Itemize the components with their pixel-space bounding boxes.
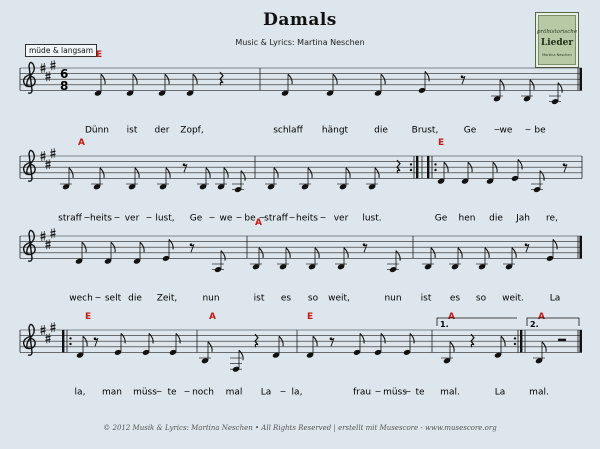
repeat-dot (410, 163, 412, 165)
sharp-icon (51, 228, 56, 238)
lyric-syllable: müss (133, 387, 157, 398)
repeat-dot (514, 343, 516, 345)
lyric-syllable: te (415, 387, 425, 398)
note-flag (121, 333, 125, 343)
logo-line-3: Martina Neschen (542, 53, 572, 57)
lyric-syllable: ist (126, 125, 138, 136)
lyric-syllable: mal. (529, 387, 549, 398)
lyric-syllable: heits (90, 213, 112, 224)
note-flag (241, 171, 245, 181)
eighth-rest-icon (363, 243, 367, 252)
final-barline-thick (580, 330, 583, 352)
lyric-syllable: Jah (516, 213, 530, 224)
eighth-rest-icon (94, 337, 98, 346)
lyric-syllable: la, (74, 387, 86, 398)
sharp-icon (46, 159, 51, 169)
lyric-syllable: hen (458, 213, 476, 224)
lyric-syllable: te (167, 387, 177, 398)
chord-label: A (209, 312, 216, 322)
volta-label-1: 1. (440, 320, 449, 329)
lyric-syllable: die (374, 125, 388, 136)
staff-system-1 (20, 50, 582, 135)
time-signature-denominator: 8 (60, 78, 69, 93)
chord-label: E (438, 138, 445, 148)
sharp-icon (51, 60, 56, 70)
quarter-rest-icon (220, 72, 223, 85)
note-flag (239, 350, 243, 360)
copyright-footer: © 2012 Musik & Lyrics: Martina Neschen • All Rights Reserved | erstellt mit Musescore - www.musescore.org (103, 424, 497, 432)
lyric-syllable: Dünn (84, 125, 110, 136)
final-barline-thick (580, 236, 583, 258)
lyric-syllable: noch (192, 387, 214, 398)
note-flag (221, 251, 225, 261)
lyric-syllable: die (489, 213, 503, 224)
lyric-syllable: ist (420, 293, 432, 304)
repeat-start-thick (62, 330, 64, 352)
lyric-syllable: selt (104, 293, 122, 304)
eighth-rest-icon (330, 337, 334, 346)
final-barline-thick (580, 68, 583, 90)
repeat-dot (69, 343, 71, 345)
staff-system-3 (20, 218, 582, 303)
lyric-syllable: Ge (434, 213, 448, 224)
note-flag (518, 159, 522, 169)
eighth-rest-icon (563, 163, 567, 172)
repeat-dot (410, 169, 412, 171)
note-flag (553, 239, 557, 249)
treble-clef-icon (24, 324, 35, 355)
sharp-icon (51, 322, 56, 332)
lyric-syllable: es (449, 293, 461, 304)
lyric-syllable: Brust, (411, 125, 439, 136)
eighth-rest-icon (183, 163, 187, 172)
sharp-icon (46, 239, 51, 249)
lyric-syllable: be (534, 125, 546, 136)
eighth-rest-icon (190, 243, 194, 252)
lyric-syllable: we (219, 213, 233, 224)
repeat-start-thick (427, 156, 429, 178)
sharp-icon (46, 333, 51, 343)
song-title: Damals (263, 10, 337, 30)
lyric-syllable: frau (352, 387, 372, 398)
note-flag (410, 333, 414, 343)
repeat-end-thick (520, 330, 522, 352)
lyric-syllable: La (549, 293, 561, 304)
treble-clef-icon (24, 230, 35, 261)
lyric-syllable: müss (383, 387, 407, 398)
lyric-syllable: schlaff (273, 125, 303, 136)
lyric-syllable: mal. (440, 387, 460, 398)
treble-clef-icon (24, 62, 35, 93)
lyric-syllable: La (494, 387, 506, 398)
lyric-syllable: lust. (362, 213, 382, 224)
sharp-icon (51, 148, 56, 158)
sharp-icon (46, 71, 51, 81)
chord-label: E (96, 50, 103, 60)
chord-label: E (85, 312, 92, 322)
staff-system-4 (20, 312, 582, 397)
lyric-syllable: nun (202, 293, 220, 304)
logo-line-1: prähistorische (536, 29, 578, 35)
chord-label: A (538, 312, 545, 322)
time-signature-numerator: 6 (60, 67, 69, 82)
lyric-syllable: die (128, 293, 142, 304)
chord-label: A (255, 218, 262, 228)
note-flag (169, 239, 173, 249)
note-flag (149, 333, 153, 343)
lyric-syllable: straff (58, 213, 82, 224)
whole-rest-icon (558, 339, 566, 342)
lyric-syllable: Ge (463, 125, 477, 136)
eighth-rest-icon (461, 75, 465, 84)
repeat-dot (69, 337, 71, 339)
lyric-syllable: Ge (189, 213, 203, 224)
lyric-syllable: la, (291, 387, 303, 398)
treble-clef-icon (24, 150, 35, 181)
lyric-syllable: so (475, 293, 487, 304)
lyric-syllable: man (102, 387, 122, 398)
volta-label-2: 2. (530, 320, 539, 329)
tempo-marking: müde & langsam (25, 44, 97, 57)
quarter-rest-icon (255, 334, 258, 347)
lyric-syllable: mal (225, 387, 243, 398)
note-flag (360, 333, 364, 343)
note-flag (381, 333, 385, 343)
lyric-syllable: we (499, 125, 513, 136)
eighth-rest-icon (525, 243, 529, 252)
repeat-dot (434, 169, 436, 171)
lyric-syllable: straff (264, 213, 288, 224)
lyric-syllable: so (307, 293, 319, 304)
note-flag (396, 251, 400, 261)
staff-system-2 (20, 138, 582, 223)
lyric-syllable: weit, (328, 293, 350, 304)
lyric-syllable: ver (333, 213, 349, 224)
quarter-rest-icon (471, 334, 474, 347)
quarter-rest-icon (397, 160, 400, 173)
repeat-end-thick (416, 156, 418, 178)
lyric-syllable: der (154, 125, 170, 136)
lyric-syllable: hängt (321, 125, 349, 136)
lyric-syllable: nun (384, 293, 402, 304)
logo-line-2: Lieder (540, 38, 574, 48)
repeat-dot (434, 163, 436, 165)
chord-label: A (78, 138, 85, 148)
lyric-syllable: wech (69, 293, 93, 304)
lyric-syllable: Zopf, (180, 125, 204, 136)
repeat-dot (514, 337, 516, 339)
chord-label: E (307, 312, 314, 322)
lyric-syllable: be (244, 213, 256, 224)
lyric-syllable: weit. (502, 293, 524, 304)
note-flag (540, 171, 544, 181)
lyric-syllable: lust, (155, 213, 175, 224)
lyric-syllable: ist (253, 293, 265, 304)
note-flag (558, 83, 562, 93)
note-flag (176, 333, 180, 343)
chord-label: A (448, 312, 455, 322)
lyric-syllable: ver (124, 213, 140, 224)
lyric-syllable: es (280, 293, 292, 304)
lyric-syllable: Zeit, (156, 293, 178, 304)
note-flag (425, 71, 429, 81)
song-credits: Music & Lyrics: Martina Neschen (235, 38, 365, 47)
lyric-syllable: La (260, 387, 272, 398)
lyric-syllable: heits (296, 213, 318, 224)
lyric-syllable: re, (546, 213, 558, 224)
volta-brackets (437, 318, 579, 329)
